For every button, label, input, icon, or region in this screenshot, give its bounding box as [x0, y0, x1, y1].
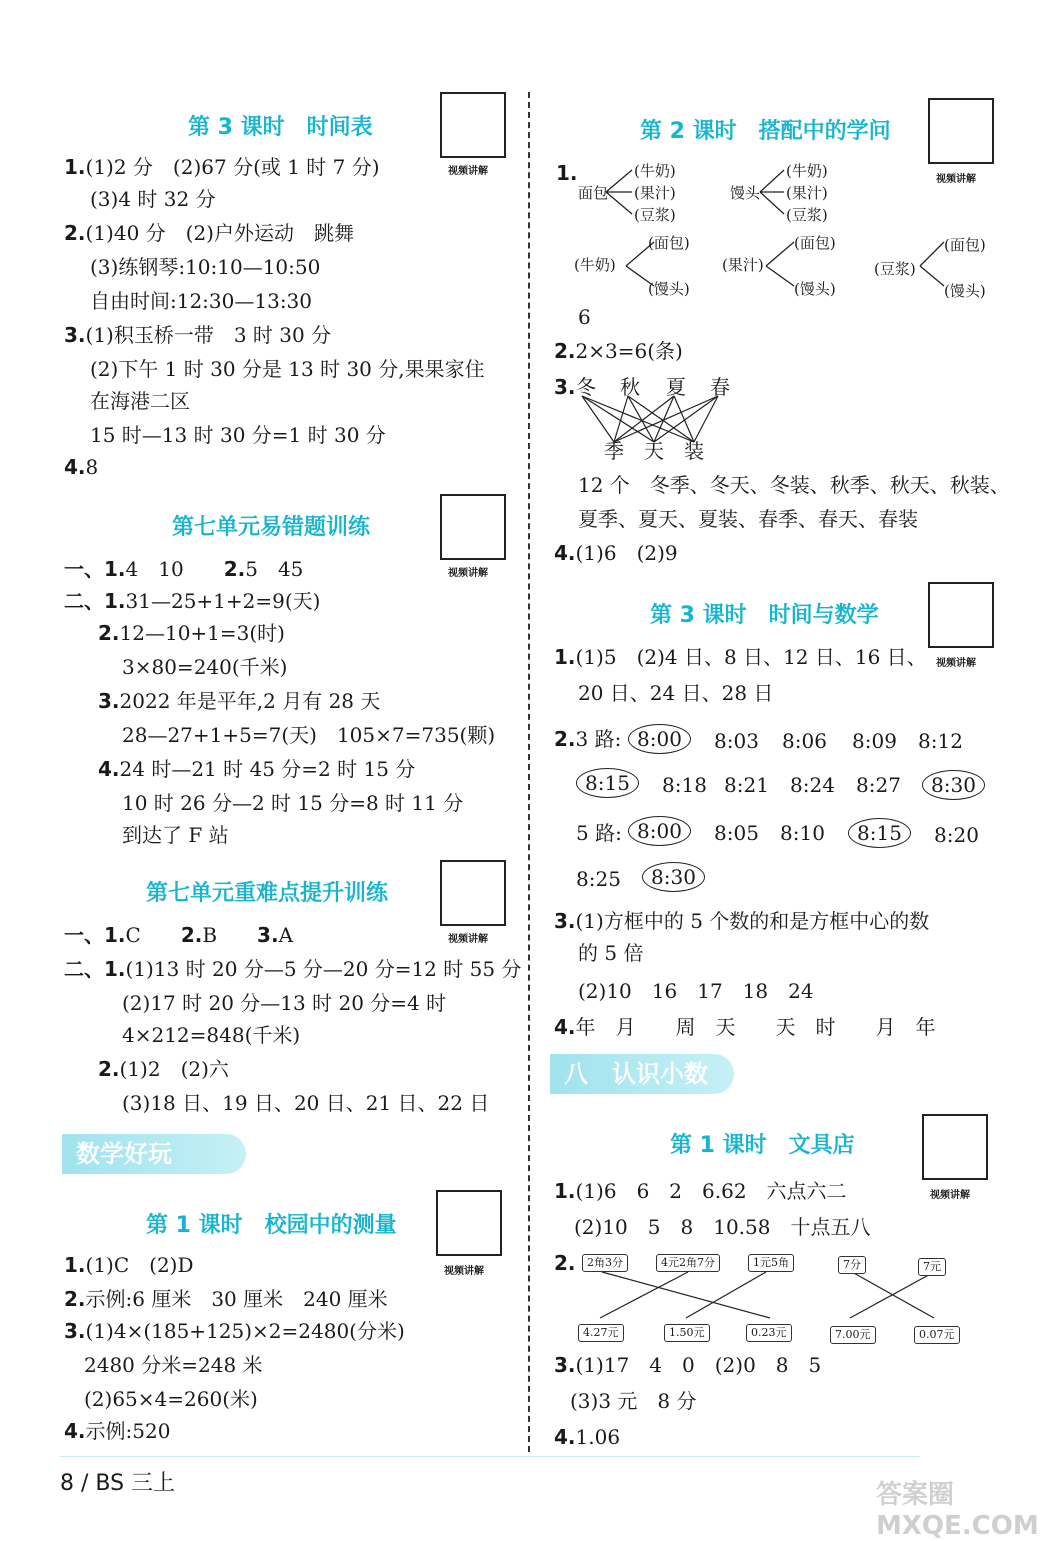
- q-number: 3.: [554, 909, 576, 933]
- tree-node: 牛奶: [579, 256, 610, 274]
- qr-label: 视频讲解: [448, 934, 488, 945]
- q-number: 1.: [556, 161, 578, 185]
- tree-node: 豆浆: [879, 260, 910, 278]
- q-number: 4.: [64, 1419, 86, 1443]
- tree-node: 面包: [949, 236, 980, 254]
- time-value: 8:21: [724, 773, 769, 797]
- circled-time: 8:00: [628, 724, 691, 754]
- answer-line: (3)18 日、19 日、20 日、21 日、22 日: [122, 1091, 490, 1115]
- q-number: 2.: [223, 557, 246, 581]
- tree-node: 牛奶: [791, 162, 822, 180]
- answer-line: (1)C (2)D: [85, 1253, 194, 1277]
- answer-line: 3×80=240(千米): [122, 655, 288, 679]
- q-number: 3.: [64, 1319, 86, 1343]
- time-value: 8:03: [714, 729, 759, 753]
- tree-node: 果汁: [791, 184, 822, 202]
- time-value: 8:18: [662, 773, 707, 797]
- answer-line: 28—27+1+5=7(天) 105×7=735(颗): [122, 723, 496, 747]
- time-value: 8:25: [576, 867, 621, 891]
- section-title: 第七单元易错题训练: [172, 515, 371, 540]
- qr-label: 视频讲解: [444, 1266, 484, 1277]
- answer-line: 31—25+1+2=9(天): [125, 589, 321, 613]
- q-number: 1.: [554, 645, 576, 669]
- qr-label: 视频讲解: [448, 166, 488, 177]
- tree-node: 牛奶: [639, 162, 670, 180]
- time-value: 8:20: [934, 823, 979, 847]
- answer-line: (3)4 时 32 分: [90, 187, 216, 211]
- item-label: 季: [604, 439, 624, 463]
- q-number: 4.: [554, 541, 576, 565]
- price-value: 7.00元: [830, 1326, 876, 1344]
- item-label: 天: [644, 439, 664, 463]
- tree-node: 馒头: [799, 280, 830, 298]
- price-tag: 7元: [918, 1258, 946, 1276]
- circled-time: 8:00: [628, 816, 691, 846]
- answer-line: 年 月 周 天 天 时 月 年: [575, 1015, 936, 1039]
- answer-line: (1)2 (2)六: [119, 1057, 229, 1081]
- q-number: 2.: [64, 221, 86, 245]
- answer-line: 8: [85, 455, 99, 479]
- q-number: 4.: [98, 757, 120, 781]
- answer-line: 5 45: [245, 557, 304, 581]
- circled-time: 8:15: [848, 818, 911, 848]
- tree-node: 馒头: [730, 184, 761, 202]
- footer-rule: [60, 1456, 920, 1457]
- time-value: 8:05: [714, 821, 759, 845]
- answer-line: (1)5 (2)4 日、8 日、12 日、16 日、: [575, 645, 927, 669]
- time-value: 8:09: [852, 729, 897, 753]
- time-value: 8:10: [780, 821, 825, 845]
- price-value: 4.27元: [578, 1324, 624, 1342]
- q-number: 二、1.: [64, 589, 126, 613]
- qr-label: 视频讲解: [448, 568, 488, 579]
- tree-node: 面包: [653, 234, 684, 252]
- answer-line: 到达了 F 站: [122, 823, 229, 847]
- season-label: 春: [710, 375, 730, 399]
- qr-code-icon[interactable]: [928, 98, 994, 164]
- circled-time: 8:15: [576, 768, 639, 798]
- answer-line: C: [125, 923, 161, 947]
- qr-code-icon[interactable]: [440, 860, 506, 926]
- answer-line: 24 时—21 时 45 分=2 时 15 分: [119, 757, 416, 781]
- section-title: 第 1 课时 文具店: [670, 1133, 855, 1158]
- q-number: 2.: [98, 1057, 120, 1081]
- answer-line: (1)2 分 (2)67 分(或 1 时 7 分): [85, 155, 380, 179]
- answer-line: 15 时—13 时 30 分=1 时 30 分: [90, 423, 386, 447]
- tree-node: 馒头: [653, 280, 684, 298]
- tree-node: 豆浆: [639, 206, 670, 224]
- column-divider: [528, 92, 530, 1452]
- q-number: 3.: [64, 323, 86, 347]
- tree-node: 豆浆: [791, 206, 822, 224]
- qr-code-icon[interactable]: [922, 1114, 988, 1180]
- qr-code-icon[interactable]: [436, 1190, 502, 1256]
- tree-node: 面包: [578, 184, 609, 202]
- answer-line: 的 5 倍: [578, 941, 644, 965]
- q-number: 1.: [64, 155, 86, 179]
- tree-node: 馒头: [949, 282, 980, 300]
- answer-line: (2)65×4=260(米): [84, 1387, 258, 1411]
- section-title: 第七单元重难点提升训练: [146, 881, 389, 906]
- answer-line: 6: [578, 305, 591, 329]
- circled-time: 8:30: [922, 770, 985, 800]
- q-number: 3.: [554, 1353, 576, 1377]
- unit-banner: 数学好玩: [62, 1134, 246, 1174]
- time-value: 8:06: [782, 729, 827, 753]
- q-number: 1.: [64, 1253, 86, 1277]
- answer-line: 20 日、24 日、28 日: [578, 681, 774, 705]
- answer-line: (3)3 元 8 分: [570, 1389, 697, 1413]
- price-value: 1.50元: [664, 1324, 710, 1342]
- q-number: 2.: [64, 1287, 86, 1311]
- circled-time: 8:30: [642, 862, 705, 892]
- q-number: 3.: [257, 923, 279, 947]
- q-number: 3.: [98, 689, 120, 713]
- section-title: 第 3 课时 时间表: [188, 115, 373, 140]
- answer-line: 12—10+1=3(时): [119, 621, 285, 645]
- price-tag: 4元2角7分: [656, 1254, 720, 1272]
- qr-label: 视频讲解: [930, 1190, 970, 1201]
- section-title: 第 2 课时 搭配中的学问: [640, 119, 891, 144]
- answer-line: (1)40 分 (2)户外运动 跳舞: [85, 221, 354, 245]
- watermark: 答案圈 MXQE.COM: [876, 1480, 1039, 1541]
- q-number: 1.: [554, 1179, 576, 1203]
- q-number: 2.: [554, 727, 576, 751]
- qr-label: 视频讲解: [936, 658, 976, 669]
- q-number: 一、1.: [64, 923, 126, 947]
- q-number: 2.: [98, 621, 120, 645]
- q-number: 4.: [554, 1015, 576, 1039]
- answer-line: (2)10 16 17 18 24: [578, 979, 814, 1003]
- price-tag: 2角3分: [582, 1254, 628, 1272]
- answer-line: 示例:520: [85, 1419, 171, 1443]
- answer-line: (1)方框中的 5 个数的和是方框中心的数: [575, 909, 930, 933]
- tree-node: 果汁: [639, 184, 670, 202]
- answer-line: (1)4×(185+125)×2=2480(分米): [85, 1319, 405, 1343]
- section-title: 第 3 课时 时间与数学: [650, 603, 879, 628]
- price-tag: 1元5角: [748, 1254, 794, 1272]
- time-value: 8:24: [790, 773, 835, 797]
- unit-banner: 八 认识小数: [550, 1054, 734, 1094]
- answer-line: 1.06: [575, 1425, 621, 1449]
- answer-line: (1)13 时 20 分—5 分—20 分=12 时 55 分: [125, 957, 522, 981]
- price-value: 0.07元: [914, 1326, 960, 1344]
- time-value: 8:27: [856, 773, 901, 797]
- page-footer: 8 / BS 三上: [60, 1471, 176, 1496]
- answer-line: 2022 年是平年,2 月有 28 天: [119, 689, 381, 713]
- section-title: 第 1 课时 校园中的测量: [146, 1213, 397, 1238]
- answer-line: 10 时 26 分—2 时 15 分=8 时 11 分: [122, 791, 464, 815]
- answer-line: B: [202, 923, 238, 947]
- answer-line: (1)积玉桥一带 3 时 30 分: [85, 323, 332, 347]
- answer-line: A: [278, 923, 294, 947]
- q-number: 2.: [180, 923, 203, 947]
- answer-line: 夏季、夏天、夏装、春季、春天、春装: [578, 507, 918, 531]
- q-number: 4.: [64, 455, 86, 479]
- time-value: 8:12: [918, 729, 963, 753]
- season-label: 冬: [576, 375, 596, 399]
- qr-label: 视频讲解: [936, 174, 976, 185]
- answer-line: (1)6 (2)9: [575, 541, 678, 565]
- price-value: 0.23元: [746, 1324, 792, 1342]
- answer-line: (1)17 4 0 (2)0 8 5: [575, 1353, 822, 1377]
- answer-line: 4 10: [125, 557, 204, 581]
- answer-line: 12 个 冬季、冬天、冬装、秋季、秋天、秋装、: [578, 473, 1010, 497]
- q-number: 3.: [554, 375, 576, 399]
- season-label: 秋: [620, 375, 640, 399]
- item-label: 装: [684, 439, 704, 463]
- answer-line: (2)17 时 20 分—13 时 20 分=4 时: [122, 991, 447, 1015]
- answer-line: 2×3=6(条): [575, 339, 683, 363]
- answer-line: 4×212=848(千米): [122, 1023, 301, 1047]
- qr-code-icon[interactable]: [440, 494, 506, 560]
- answer-line: 示例:6 厘米 30 厘米 240 厘米: [85, 1287, 388, 1311]
- answer-line: (3)练钢琴:10:10—10:50: [90, 255, 321, 279]
- q-number: 一、1.: [64, 557, 126, 581]
- season-label: 夏: [666, 375, 686, 399]
- answer-line: (2)10 5 8 10.58 十点五八: [574, 1215, 871, 1239]
- qr-code-icon[interactable]: [440, 92, 506, 158]
- answer-line: 2480 分米=248 米: [84, 1353, 263, 1377]
- answer-line: 自由时间:12:30—13:30: [90, 289, 313, 313]
- q-number: 2.: [554, 1251, 576, 1275]
- q-number: 4.: [554, 1425, 576, 1449]
- answer-line: (1)6 6 2 6.62 六点六二: [575, 1179, 847, 1203]
- q-number: 二、1.: [64, 957, 126, 981]
- answer-line: 5 路:: [576, 821, 622, 845]
- answer-line: 在海港二区: [90, 389, 190, 413]
- q-number: 2.: [554, 339, 576, 363]
- answer-line: 3 路:: [575, 727, 622, 751]
- price-tag: 7分: [838, 1256, 866, 1274]
- qr-code-icon[interactable]: [928, 582, 994, 648]
- tree-node: 果汁: [727, 256, 758, 274]
- answer-line: (2)下午 1 时 30 分是 13 时 30 分,果果家住: [90, 357, 485, 381]
- tree-node: 面包: [799, 234, 830, 252]
